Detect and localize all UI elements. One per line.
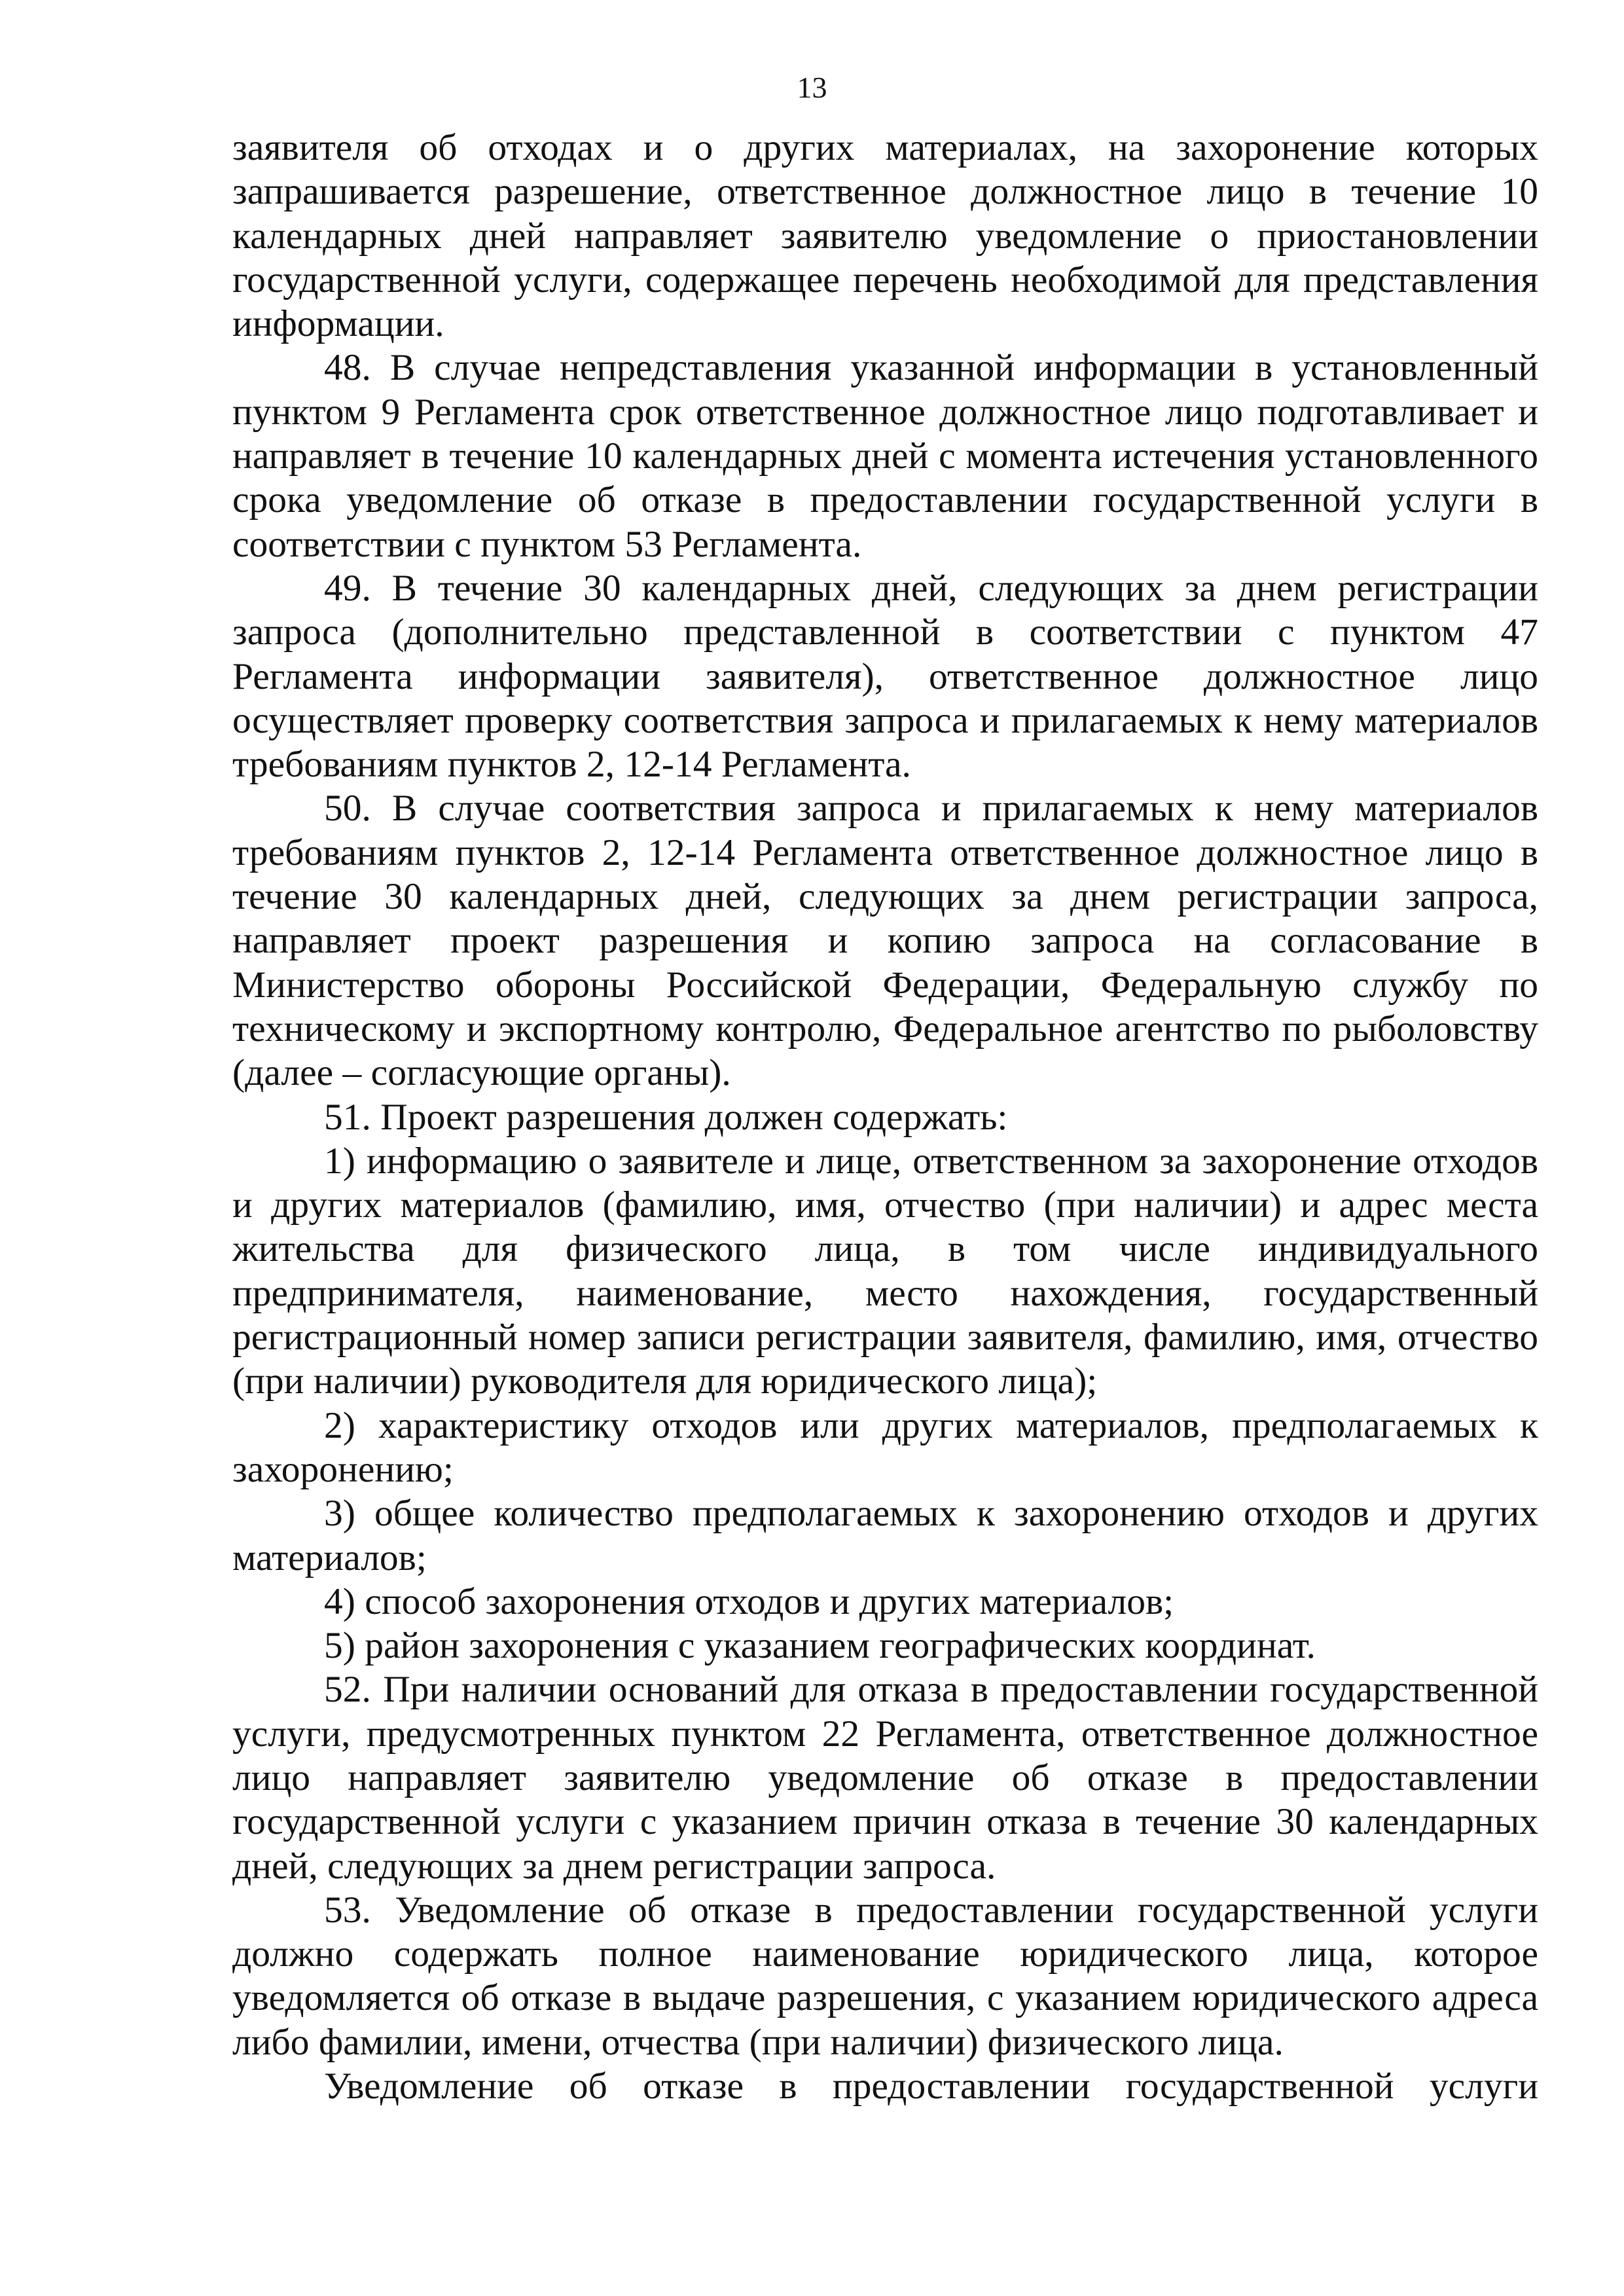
list-item-5: 5) район захоронения с указанием географических координат.	[324, 1625, 1316, 1667]
paragraph-continues-next-page: Уведомление об отказе в предоставлении государственной услуги	[324, 2066, 1538, 2107]
paragraph-49: 49. В течение 30 календарных дней, следующих за днем регистрации запроса (дополнительно представленной в соответствии с пунктом 47 Регламента информации заявителя), ответственное должностное лицо осуществляет проверку соответствия запроса и прилагаемых к нему материалов требованиям пунктов 2, 12-14 Регламента.	[232, 567, 1538, 786]
list-item-3: 3) общее количество предполагаемых к захоронению отходов и других материалов;	[232, 1493, 1538, 1578]
list-item-1: 1) информацию о заявителе и лице, ответственном за захоронение отходов и других материалов (фамилию, имя, отчество (при наличии) и адрес места жительства для физического лица, в том числе индивидуального предпринимателя, наименование, место нахождения, государственный регистрационный номер записи регистрации заявителя, фамилию, имя, отчество (при наличии) руководителя для юридического лица);	[232, 1140, 1538, 1402]
paragraph-53: 53. Уведомление об отказе в предоставлении государственной услуги должно содержать полное наименование юридического лица, которое уведомляется об отказе в выдаче разрешения, с указанием юридического адреса либо фамилии, имени, отчества (при наличии) физического лица.	[232, 1889, 1538, 2063]
paragraph-51: 51. Проект разрешения должен содержать:	[324, 1096, 1008, 1138]
paragraph-48: 48. В случае непредставления указанной информации в установленный пунктом 9 Регламента срок ответственное должностное лицо подготавливает и направляет в течение 10 календарных дней с момента истечения установленного срока уведомление об отказе в предоставлении государственной услуги в соответствии с пунктом 53 Регламента.	[232, 347, 1538, 565]
paragraph-52: 52. При наличии оснований для отказа в предоставлении государственной услуги, предусмотренных пунктом 22 Регламента, ответственное должностное лицо направляет заявителю уведомление об отказе в предоставлении государственной услуги с указанием причин отказа в течение 30 календарных дней, следующих за днем регистрации запроса.	[232, 1669, 1538, 1887]
list-item-2: 2) характеристику отходов или других материалов, предполагаемых к захоронению;	[232, 1404, 1538, 1490]
list-item-4: 4) способ захоронения отходов и других материалов;	[324, 1580, 1174, 1622]
paragraph-continuation: заявителя об отходах и о других материалах, на захоронение которых запрашивается разрешение, ответственное должностное лицо в течение 10 календарных дней направляет заявителю уведомление о приостановлении государственной услуги, содержащее перечень необходимой для представления информации.	[232, 127, 1538, 345]
paragraph-50: 50. В случае соответствия запроса и прилагаемых к нему материалов требованиям пунктов 2, 12-14 Регламента ответственное должностное лицо в течение 30 календарных дней, следующих за днем регистрации запроса, направляет проект разрешения и копию запроса на согласование в Министерство обороны Российской Федерации, Федеральную службу по техническому и экспортному контролю, Федеральное агентство по рыболовству (далее – согласующие органы).	[232, 788, 1538, 1094]
page-body	[232, 126, 1538, 2108]
page-number: 13	[797, 71, 827, 104]
